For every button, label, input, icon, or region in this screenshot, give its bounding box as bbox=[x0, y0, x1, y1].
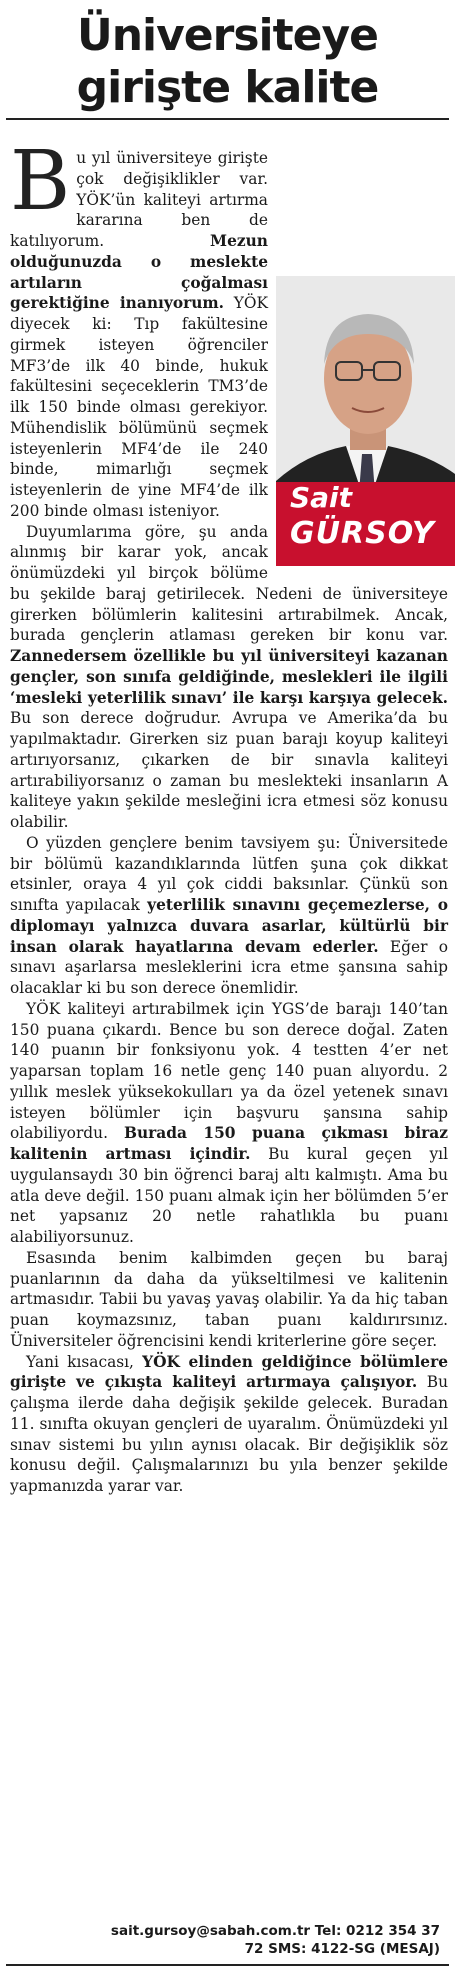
headline bbox=[0, 10, 455, 114]
author-name-box bbox=[276, 482, 455, 566]
paragraph-1: Bu yıl üniversiteye girişte çok değişiklikler var. YÖK’ün kaliteyi artırma kararına ben de katılıyorum. Mezun olduğunuzda o meslekte artıların çoğalması gerektiğine inanıyorum. YÖK diyecek ki: Tıp fakültesine girmek isteyen öğrenciler MF3’de ilk 40 binde, hukuk fakültesini seçeceklerin TM3’de ilk 150 binde olması gerekiyor. Mühendislik bölümünü seçmek isteyenlerin MF4’de ile 240 binde, mimarlığı seçmek isteyenlerin de yine MF4’de ilk 200 binde olması isteniyor. bbox=[10, 134, 269, 520]
paragraph-2: Duyumlarıma göre, şu anda alınmış bir karar yok, ancak önümüzdeki yıl birçok bölüme bu şekilde baraj getirilecek. Nedeni de üniversiteye girerken bölümlerin kalitesini artırabilmek. Ancak, burada gençlerin atlaması gereken bir konu var. Zannedersem özellikle bu yıl üniversiteyi kazanan gençler, son sınıfa geldiğinde, meslekleri ile ilgili ‘mesleki yeterlilik sınavı’ ile karşı karşıya gelecek. Bu son derece doğrudur. Avrupa ve Amerika’da bu yapılmaktadır. Girerken siz puan barajı koyup kaliteyi artırıyorsanız, çıkarken de bir sınavla kaliteyi artırabiliyorsanız o zaman bu meslekteki insanların A kaliteye yakın şekilde mesleğini icra etmesi söz konusu olabilir. bbox=[10, 522, 448, 831]
contact-line-2: 72 SMS: 4122-SG (MESAJ) bbox=[244, 1941, 440, 1957]
contact-line-1: sait.gursoy@sabah.com.tr Tel: 0212 354 37 bbox=[110, 1923, 440, 1939]
paragraph-3: O yüzden gençlere benim tavsiyem şu: Üniversitede bir bölümü kazandıklarında lütfen şuna çok dikkat etsinler, oraya 4 yıl çok ciddi baksınlar. Çünkü son sınıfta yapılacak yeterlilik sınavını geçemezlerse, o diplomayı yalnızca duvara asarlar, kültürlü bir insan olarak hayatlarına devam ederler. Eğer o sınavı aşarlarsa mesleklerini icra etme şansına sahip olacaklar ki bu son derece önemlidir. bbox=[10, 833, 448, 997]
headline-line-2: girişte kalite bbox=[76, 62, 379, 113]
contact-footer bbox=[10, 1922, 440, 1958]
headline-line-1: Üniversiteye bbox=[76, 10, 379, 61]
paragraph-4: YÖK kaliteyi artırabilmek için YGS’de barajı 140’tan 150 puana çıkardı. Bence bu son derece doğal. Zaten 140 puanın bir fonksiyonu yok. 4 testten 4’er net yaparsan toplam 16 netle genç 140 puan alıyordu. 2 yıllık meslek yüksekokulları ya da özel yetenek sınavı isteyen bölümler için başvuru şansına sahip olabiliyordu. Burada 150 puana çıkması biraz kalitenin artması içindir. Bu kural geçen yıl uygulansaydı 30 bin öğrenci baraj altı kalmıştı. Ama bu atla deve değil. 150 puanı almak için her bölümden 5’er net yapsanız 20 netle rahatlıkla bu puanı alabiliyorsunuz. bbox=[10, 999, 448, 1246]
author-first-name: Sait bbox=[290, 481, 353, 514]
bottom-rule bbox=[6, 1964, 449, 1966]
article-body bbox=[10, 134, 448, 1497]
author-photo bbox=[276, 276, 455, 566]
top-rule bbox=[6, 118, 449, 120]
author-last-name: GÜRSOY bbox=[290, 516, 435, 551]
paragraph-5: Esasında benim kalbimden geçen bu baraj puanlarının da daha da yükseltilmesi ve kalitenin artmasıdır. Tabii bu yavaş yavaş olabilir. Ya da hiç taban puan koymazsınız, taban puanı kaldırırsınız. Üniversiteler öğrencisini kendi kriterlerine göre seçer. bbox=[10, 1248, 448, 1350]
paragraph-6: Yani kısacası, YÖK elinden geldiğince bölümlere girişte ve çıkışta kaliteyi artırmaya çalışıyor. Bu çalışma ilerde daha değişik şekilde gelecek. Buradan 11. sınıfta okuyan gençleri de uyaralım. Önümüzdeki yıl sınav sistemi bu yılın aynısı olacak. Bir değişiklik söz konusu değil. Çalışmalarınızı bu yıla benzer şekilde yapmanızda yarar var. bbox=[10, 1352, 448, 1495]
drop-cap: B bbox=[10, 134, 71, 229]
